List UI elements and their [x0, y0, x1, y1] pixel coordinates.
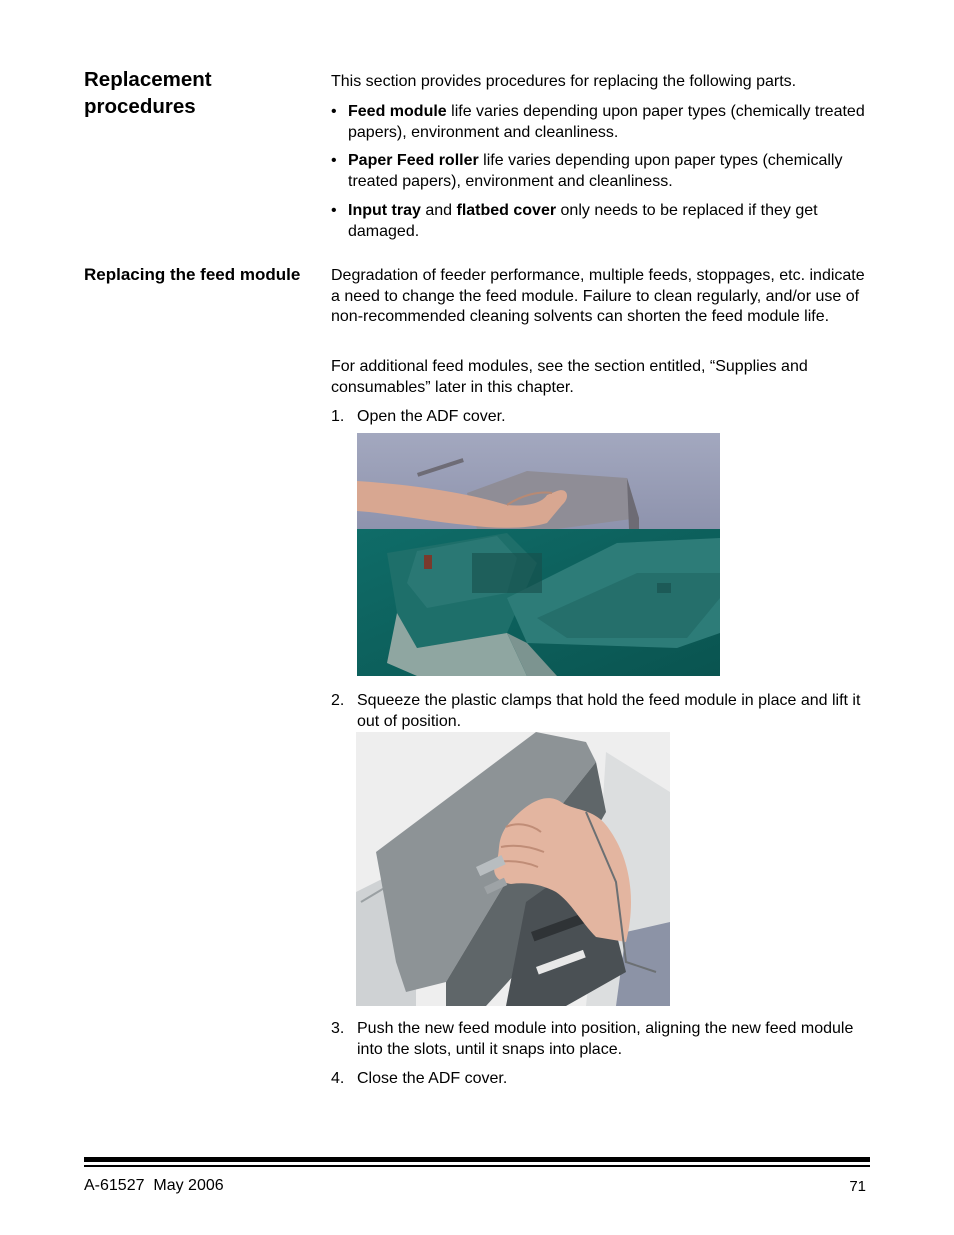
feed-module-clamps-photo [356, 732, 670, 1006]
bullet-text: life varies depending upon paper types (chemically treated papers), environment and cleanliness. [348, 152, 843, 190]
bullet-marker: • [331, 202, 337, 219]
bullet-text: and [420, 202, 457, 219]
footer-doc-id: A-61527 May 2006 [84, 1177, 224, 1194]
step-text: Open the ADF cover. [357, 408, 506, 425]
bullet-text: only needs to be replaced if they get damaged. [348, 202, 818, 240]
bullet-text: life varies depending upon paper types (chemically treated papers), environment and cleanliness. [348, 103, 865, 141]
bullet-bold: Input tray [348, 202, 421, 219]
bullet-bold: flatbed cover [456, 202, 557, 219]
step-number: 1. [331, 408, 345, 425]
subsection-paragraph: Degradation of feeder performance, multiple feeds, stoppages, etc. indicate a need to change the feed module. Failure to clean regularly, and/or use of non-recommended cleaning solvents can shorten the feed module life. [331, 267, 865, 325]
step-number: 2. [331, 692, 345, 709]
footer-rule [84, 1157, 870, 1162]
bullet-bold: Feed module [348, 103, 447, 120]
section-title: Replacement procedures [84, 68, 212, 118]
section-intro: This section provides procedures for replacing the following parts. [331, 73, 797, 90]
footer-rule-thin [84, 1165, 870, 1167]
step-text: Push the new feed module into position, aligning the new feed module into the slots, until it snaps into place. [357, 1020, 854, 1058]
adf-cover-photo [357, 433, 720, 676]
bullet-marker: • [331, 152, 337, 169]
subsection-paragraph: For additional feed modules, see the section entitled, “Supplies and consumables” later in this chapter. [331, 358, 808, 396]
step-text: Squeeze the plastic clamps that hold the feed module in place and lift it out of position. [357, 692, 861, 730]
step-text: Close the ADF cover. [357, 1070, 508, 1087]
step-number: 3. [331, 1020, 345, 1037]
feed-module-illustration [356, 732, 670, 1006]
adf-cover-illustration [357, 433, 720, 676]
bullet-bold: Paper Feed roller [348, 152, 479, 169]
page-number: 71 [849, 1178, 866, 1195]
step-number: 4. [331, 1070, 345, 1087]
subsection-title: Replacing the feed module [84, 265, 301, 284]
bullet-marker: • [331, 103, 337, 120]
